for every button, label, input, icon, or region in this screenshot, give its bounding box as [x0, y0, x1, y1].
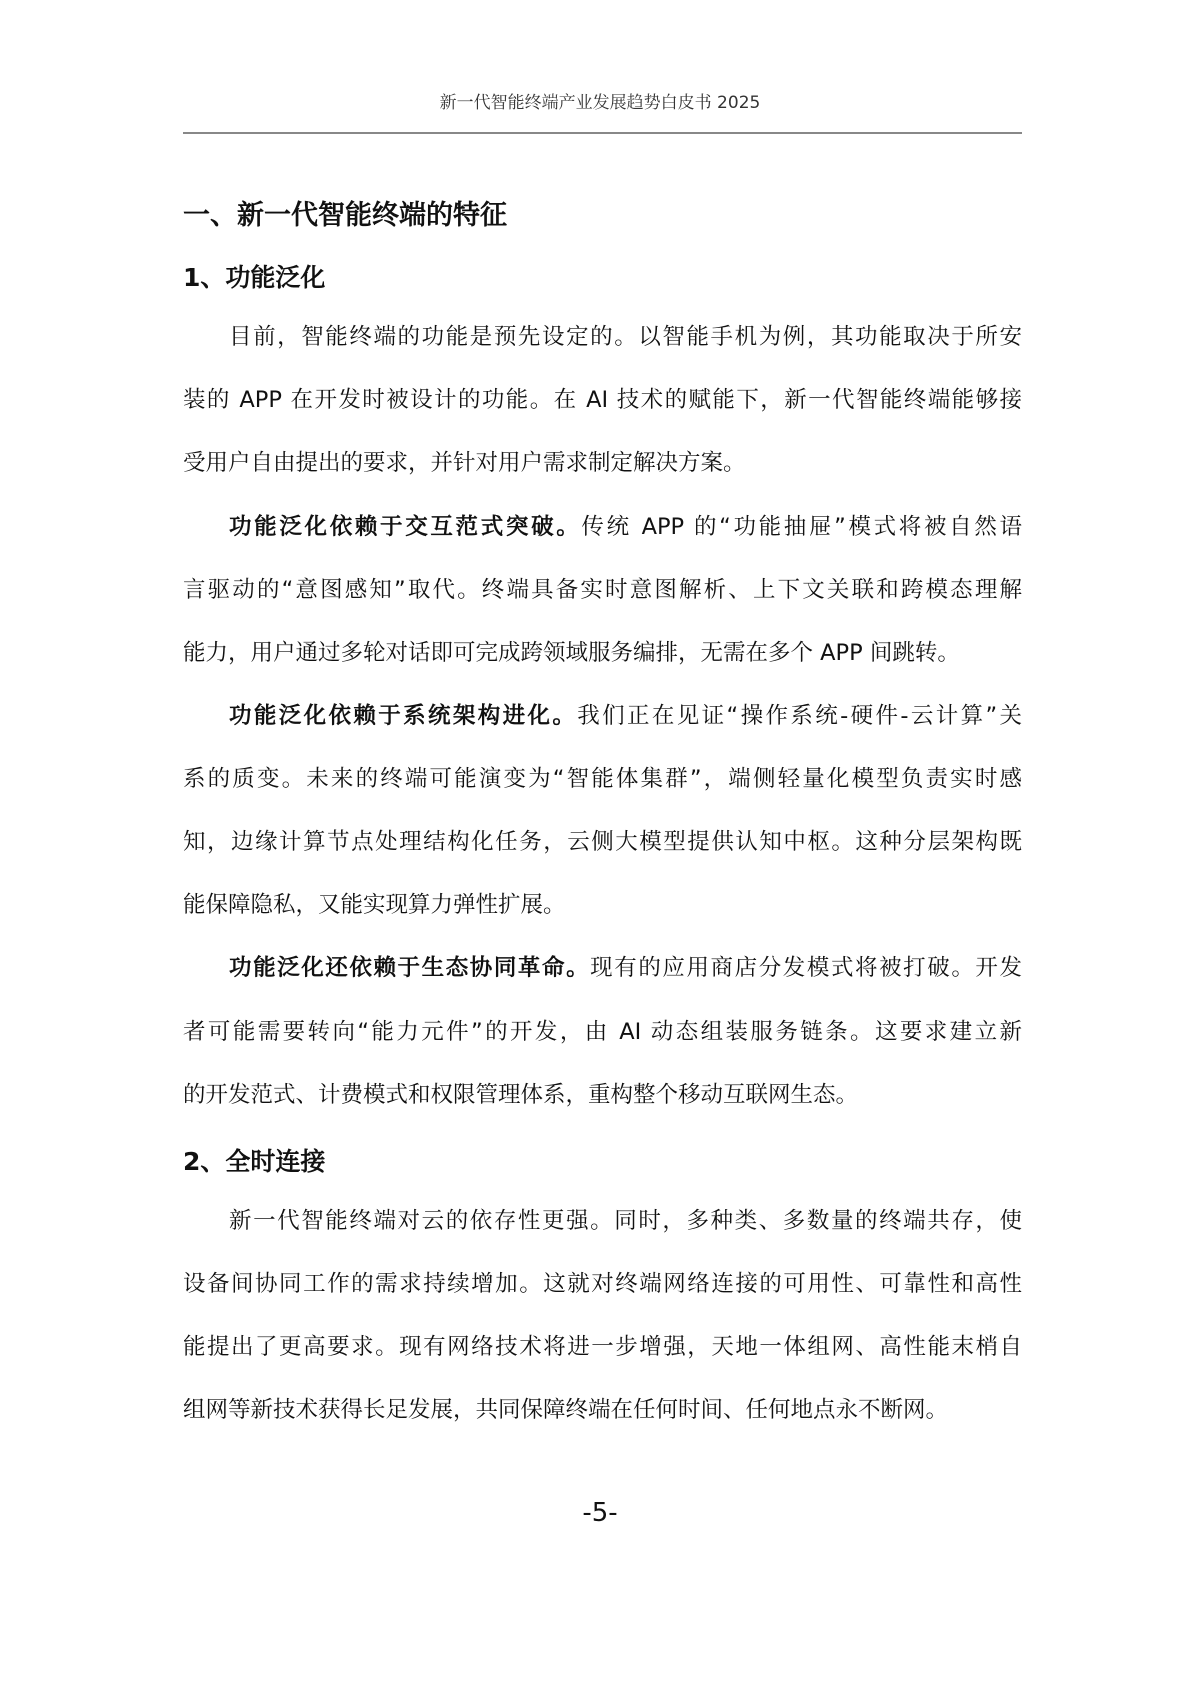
- text-line: [183, 512, 1022, 542]
- line-text: 的开发范式、计费模式和权限管理体系，重构整个移动互联网生态。: [183, 1082, 859, 1108]
- text-line: [183, 701, 1022, 731]
- bold-lead: 功能泛化还依赖于生态协同革命。: [229, 955, 591, 981]
- line-text: 者可能需要转向“能力元件”的开发，由 AI 动态组装服务链条。这要求建立新: [183, 1019, 1022, 1045]
- line-text: 现有的应用商店分发模式将被打破。开发: [590, 955, 1022, 981]
- text-line: [183, 638, 1022, 668]
- text-line: [183, 890, 1022, 920]
- line-text: 系的质变。未来的终端可能演变为“智能体集群”，端侧轻量化模型负责实时感: [183, 766, 1022, 792]
- subsection-title-2: 2、全时连接: [183, 1147, 326, 1176]
- line-text: 组网等新技术获得长足发展，共同保障终端在任何时间、任何地点永不断网。: [183, 1397, 949, 1423]
- bold-lead: 功能泛化依赖于交互范式突破。: [229, 514, 582, 540]
- text-line: [183, 1269, 1022, 1299]
- line-text: 设备间协同工作的需求持续增加。这就对终端网络连接的可用性、可靠性和高性: [183, 1271, 1022, 1297]
- line-text: 言驱动的“意图感知”取代。终端具备实时意图解析、上下文关联和跨模态理解: [183, 577, 1022, 603]
- text-line: [183, 385, 1022, 415]
- text-line: [183, 827, 1022, 857]
- line-text: 目前，智能终端的功能是预先设定的。以智能手机为例，其功能取决于所安: [229, 324, 1022, 350]
- text-line: [183, 575, 1022, 605]
- line-text: 传统 APP 的“功能抽屉”模式将被自然语: [581, 514, 1022, 540]
- section-title: 一、新一代智能终端的特征: [183, 200, 507, 231]
- page-number: -5-: [582, 1498, 618, 1528]
- running-header: 新一代智能终端产业发展趋势白皮书 2025: [439, 93, 761, 113]
- text-line: [183, 322, 1022, 352]
- subsection-title-1: 1、功能泛化: [183, 263, 326, 292]
- line-text: 知，边缘计算节点处理结构化任务，云侧大模型提供认知中枢。这种分层架构既: [183, 829, 1022, 855]
- line-text: 新一代智能终端对云的依存性更强。同时，多种类、多数量的终端共存，使: [229, 1208, 1022, 1234]
- text-line: [183, 1206, 1022, 1236]
- line-text: 能力，用户通过多轮对话即可完成跨领域服务编排，无需在多个 APP 间跳转。: [183, 640, 960, 666]
- bold-lead: 功能泛化依赖于系统架构进化。: [229, 703, 578, 729]
- text-line: [183, 1395, 1022, 1425]
- line-text: 装的 APP 在开发时被设计的功能。在 AI 技术的赋能下，新一代智能终端能够接: [183, 387, 1022, 413]
- header-divider: [183, 132, 1022, 134]
- line-text: 能保障隐私，又能实现算力弹性扩展。: [183, 892, 566, 918]
- text-line: [183, 448, 1022, 478]
- text-line: [183, 1332, 1022, 1362]
- line-text: 能提出了更高要求。现有网络技术将进一步增强，天地一体组网、高性能末梢自: [183, 1334, 1022, 1360]
- text-line: [183, 1080, 1022, 1110]
- text-line: [183, 953, 1022, 983]
- text-line: [183, 1017, 1022, 1047]
- text-line: [183, 764, 1022, 794]
- line-text: 受用户自由提出的要求，并针对用户需求制定解决方案。: [183, 450, 746, 476]
- line-text: 我们正在见证“操作系统-硬件-云计算”关: [577, 703, 1022, 729]
